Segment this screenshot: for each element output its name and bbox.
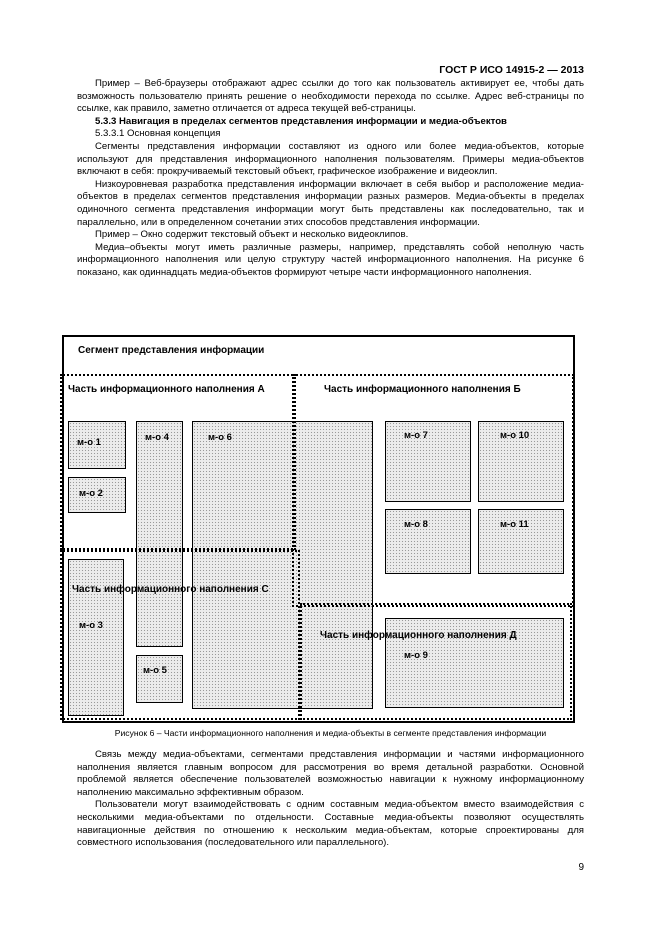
subsection-heading: 5.3.3.1 Основная концепция: [95, 128, 221, 140]
media-object-label: м-о 3: [79, 620, 103, 631]
segment-title: Сегмент представления информации: [78, 345, 265, 356]
media-object-label: м-о 10: [500, 430, 530, 441]
part-b-boundary: [292, 374, 574, 607]
media-object-label: м-о 7: [404, 430, 428, 441]
media-object-label: м-о 2: [79, 488, 103, 499]
paragraph: Низкоуровневая разработка представления информации включает в себя выбор и расположение медиа-объектов в пределах сегментов представления информации разных размеров. Медиа-объекты в пределах одиночного сегмента представления информации могут быть представлены как последовательно, так и параллельно, или в определенном сочетании этих способов представления информации.: [77, 178, 584, 228]
media-object-label: м-о 11: [500, 519, 529, 530]
part-c-boundary: [60, 550, 300, 720]
paragraph: Пользователи могут взаимодействовать с одним составным медиа-объектом вместо взаимодействия с несколькими медиа-объектами по отдельности. Составные медиа-объекты позволяют осуществлять навигационные действия по отношению к нескольким медиа-объектам, которые спроектированы для совместного использования (последовательного или параллельного).: [77, 799, 584, 849]
document-header: ГОСТ Р ИСО 14915-2 — 2013: [439, 64, 584, 76]
part-d-label: Часть информационного наполнения Д: [320, 630, 517, 641]
paragraph: Связь между медиа-объектами, сегментами представления информации и частями информационного наполнения является главным вопросом для рассмотрения во время детальной разработки. Основной проблемой является обеспечение пользователей возможностью навигации к нужному информационному наполнению максимально эффективным образом.: [77, 749, 584, 798]
top-text-block: [77, 78, 584, 280]
paragraph: Сегменты представления информации составляют из одного или более медиа-объектов, которые используют для представления информационного наполнения пользователям. Примеры медиа-объектов включают в себя: прокручиваемый текстовый объект, графическое изображение и видеоклип.: [77, 140, 584, 178]
media-object-label: м-о 5: [143, 665, 167, 676]
part-c-label: Часть информационного наполнения С: [72, 584, 269, 595]
bottom-text-block: [77, 749, 584, 850]
media-object-label: м-о 6: [208, 432, 232, 443]
media-object-label: м-о 1: [77, 437, 101, 448]
part-b-label: Часть информационного наполнения Б: [324, 384, 521, 395]
part-a-boundary: [60, 374, 296, 550]
media-object-label: м-о 9: [404, 650, 428, 661]
page-number: 9: [578, 862, 584, 873]
figure-6-segment: [62, 335, 575, 723]
part-a-label: Часть информационного наполнения А: [68, 384, 265, 395]
section-heading: 5.3.3 Навигация в пределах сегментов представления информации и медиа-объектов: [95, 115, 507, 127]
part-d-boundary: [300, 603, 572, 720]
media-object-label: м-о 4: [145, 432, 169, 443]
media-object-label: м-о 8: [404, 519, 428, 530]
paragraph: Медиа–объекты могут иметь различные размеры, например, представлять собой неполную часть информационного наполнения или целую структуру частей информационного наполнения. На рисунке 6 показано, как одиннадцать медиа-объектов формируют четыре части информационного наполнения.: [77, 241, 584, 278]
example-paragraph: Пример – Окно содержит текстовый объект и несколько видеоклипов.: [95, 229, 409, 241]
example-paragraph: Пример – Веб-браузеры отображают адрес ссылки до того как пользователь активирует ее, чтобы дать возможность пользователю принять решение о необходимости перехода по ссылке. Адрес веб-страницы по ссылке, как правило, заметно отличается от адреса текущей веб-страницы.: [77, 78, 584, 115]
figure-caption: Рисунок 6 – Части информационного наполнения и медиа-объекты в сегменте представления информации: [114, 728, 547, 738]
